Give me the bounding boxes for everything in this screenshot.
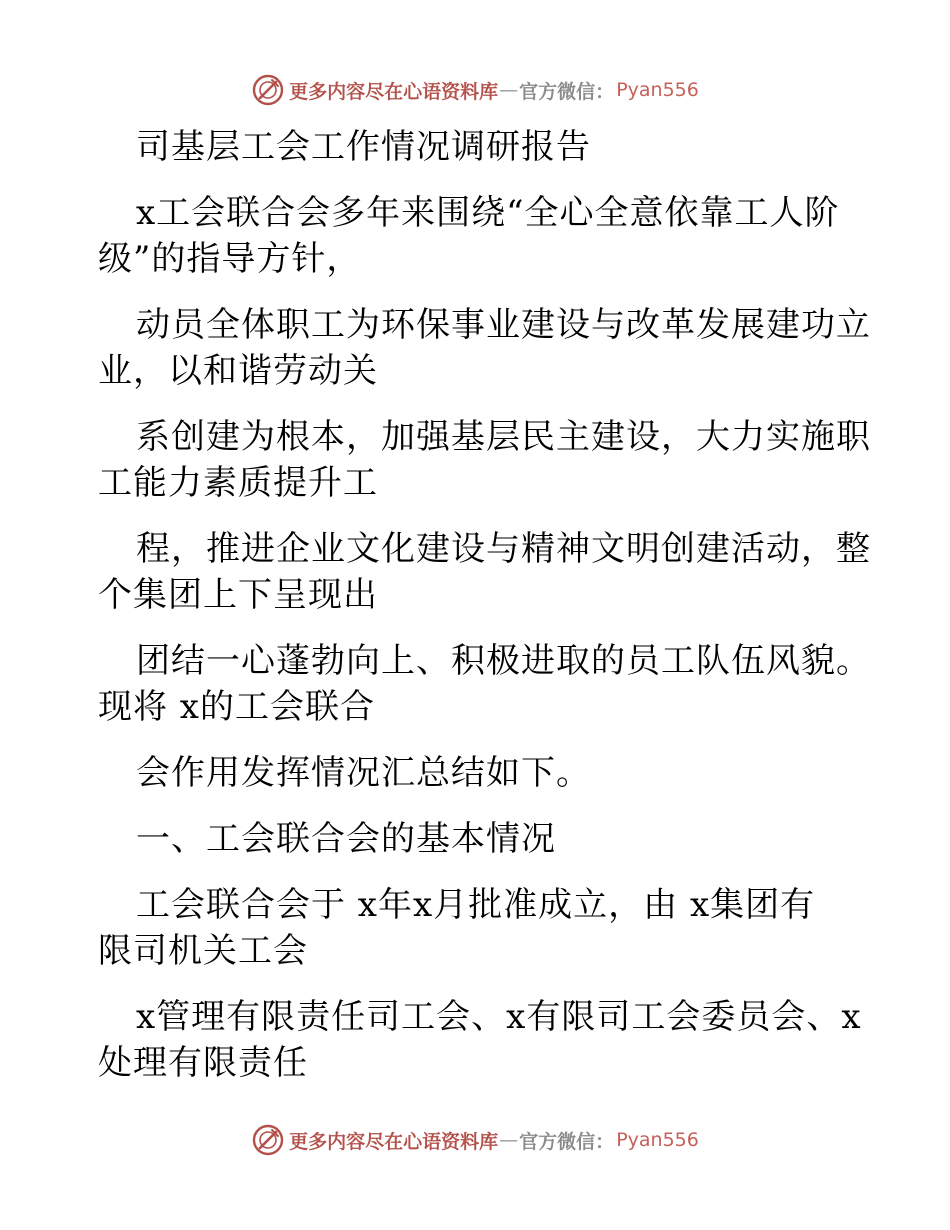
paragraph-line: 系创建为根本，加强基层民主建设，大力实施职 xyxy=(136,417,871,457)
promo-text: 更多内容尽在心语资料库 xyxy=(289,80,499,103)
paragraph-line: 会作用发挥情况汇总结如下。 xyxy=(136,753,591,793)
paragraph-line: x管理有限责任司工会、x有限司工会委员会、x xyxy=(136,997,862,1037)
paragraph-line: 个集团上下呈现出 xyxy=(98,575,378,615)
paragraph-line: 程，推进企业文化建设与精神文明创建活动，整 xyxy=(136,529,871,569)
paragraph-line: 工能力素质提升工 xyxy=(98,463,378,503)
promo-text: 更多内容尽在心语资料库 xyxy=(289,1130,499,1153)
wechat-label: 官方微信： xyxy=(519,80,615,103)
paragraph-line: 级”的指导方针， xyxy=(98,239,362,279)
paragraph-line: x工会联合会多年来围绕“全心全意依靠工人阶 xyxy=(136,193,840,233)
brand-logo-icon xyxy=(251,1123,285,1157)
footer-promo-banner xyxy=(0,1120,950,1160)
wechat-handle: Pyan556 xyxy=(616,1129,699,1151)
brand-logo-icon xyxy=(251,73,285,107)
banner-dash: — xyxy=(499,79,519,101)
document-body xyxy=(98,124,871,1106)
wechat-handle: Pyan556 xyxy=(616,79,699,101)
paragraph-line: 工会联合会于 x年x月批准成立，由 x集团有 xyxy=(136,885,816,925)
paragraph-line: 现将 x的工会联合 xyxy=(98,687,375,727)
paragraph-line: 处理有限责任 xyxy=(98,1043,308,1083)
section-heading: 一、工会联合会的基本情况 xyxy=(136,819,556,859)
paragraph-line: 限司机关工会 xyxy=(98,931,308,971)
paragraph-line: 团结一心蓬勃向上、积极进取的员工队伍风貌。 xyxy=(136,641,871,681)
header-promo-banner xyxy=(0,70,950,110)
paragraph-line: 动员全体职工为环保事业建设与改革发展建功立 xyxy=(136,305,871,345)
document-title: 司基层工会工作情况调研报告 xyxy=(136,127,591,167)
paragraph-line: 业，以和谐劳动关 xyxy=(98,351,378,391)
banner-dash: — xyxy=(499,1129,519,1151)
wechat-label: 官方微信： xyxy=(519,1130,615,1153)
